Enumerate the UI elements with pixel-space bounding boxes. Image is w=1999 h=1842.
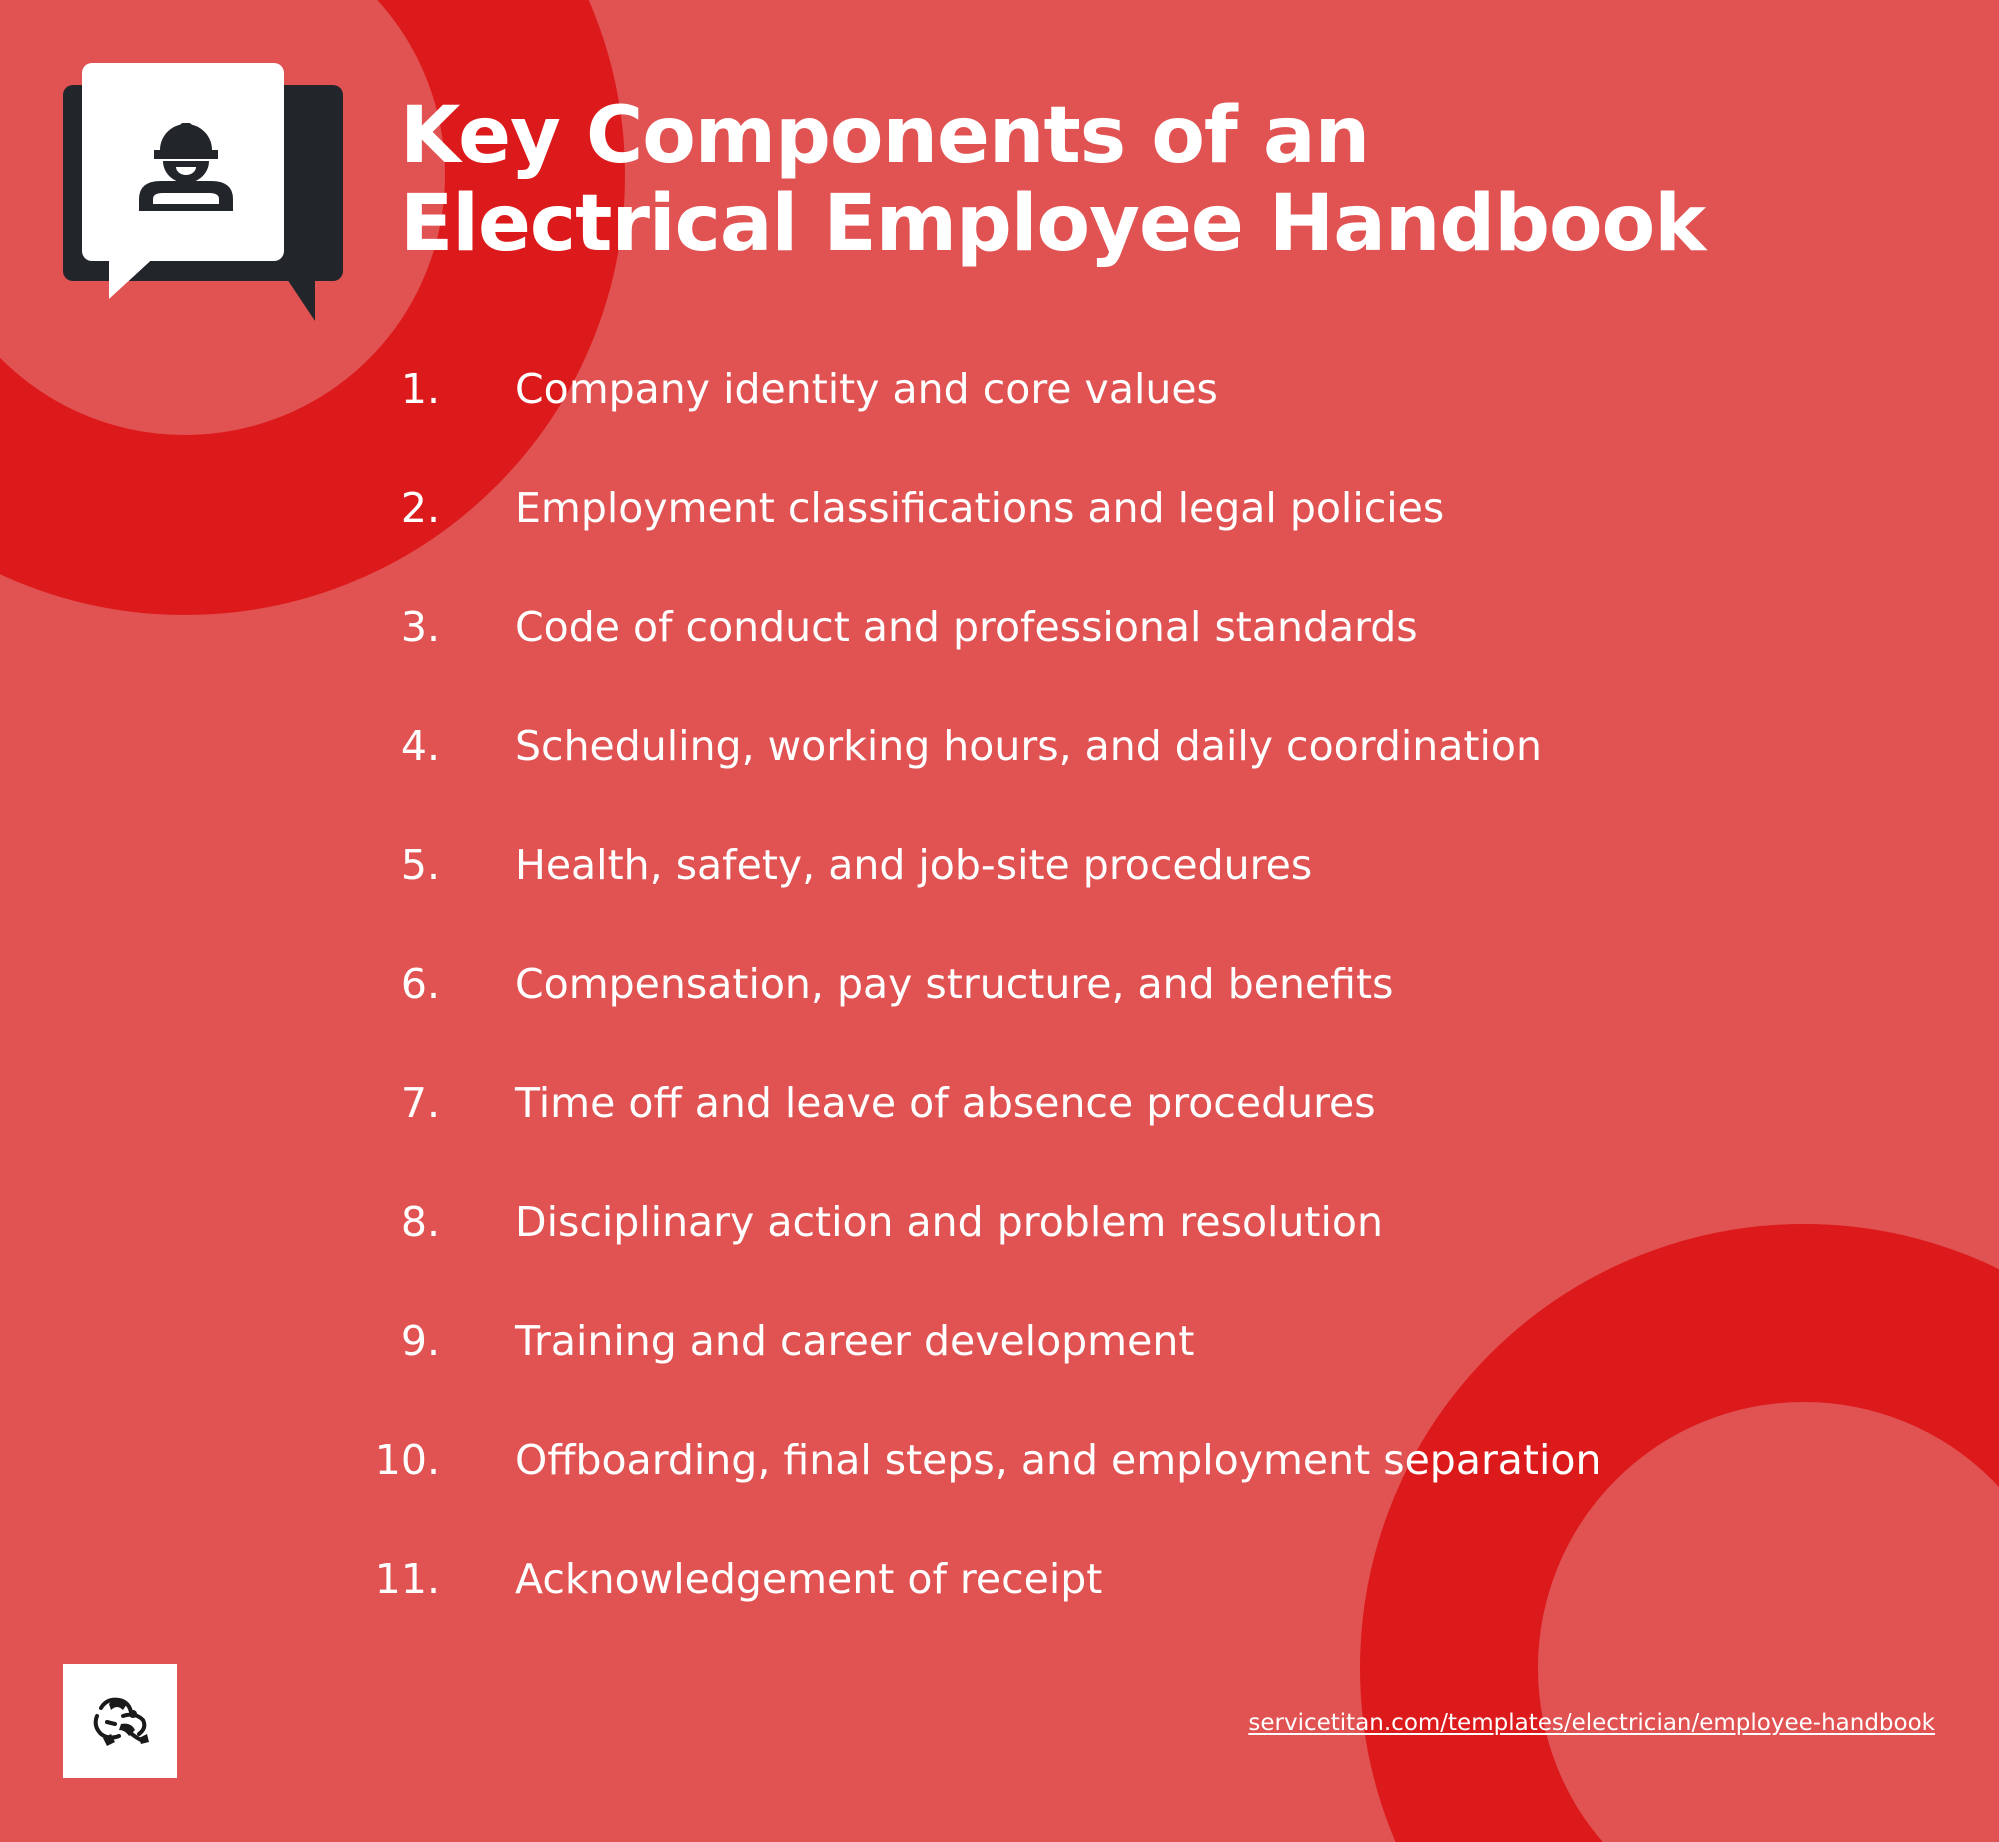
item-text: Health, safety, and job-site procedures — [515, 841, 1313, 889]
servicetitan-logo-icon — [63, 1664, 177, 1778]
source-url-link[interactable]: servicetitan.com/templates/electrician/employee-handbook — [1248, 1710, 1935, 1736]
item-text: Offboarding, final steps, and employment separation — [515, 1436, 1602, 1484]
item-text: Disciplinary action and problem resolution — [515, 1198, 1383, 1246]
list-item — [360, 834, 1920, 953]
item-number: 6. — [400, 960, 440, 1008]
title-line-1: Key Components of an — [400, 91, 1370, 181]
item-text: Employment classifications and legal policies — [515, 484, 1445, 532]
list-item — [360, 1191, 1920, 1310]
list-item — [360, 1548, 1920, 1667]
item-number: 10. — [374, 1436, 440, 1484]
item-text: Scheduling, working hours, and daily coordination — [515, 722, 1542, 770]
item-number: 4. — [400, 722, 440, 770]
item-number: 9. — [400, 1317, 440, 1365]
item-number: 7. — [400, 1079, 440, 1127]
item-number: 2. — [400, 484, 440, 532]
item-text: Time off and leave of absence procedures — [515, 1079, 1376, 1127]
list-item — [360, 715, 1920, 834]
item-text: Code of conduct and professional standards — [515, 603, 1418, 651]
list-item — [360, 1429, 1920, 1548]
list-item — [360, 477, 1920, 596]
list-item — [360, 358, 1920, 477]
item-number: 3. — [400, 603, 440, 651]
list-item — [360, 596, 1920, 715]
item-text: Acknowledgement of receipt — [515, 1555, 1103, 1603]
page-title — [400, 92, 1960, 268]
item-number: 1. — [400, 365, 440, 413]
electrician-hardhat-chat-icon — [63, 63, 346, 323]
list-item — [360, 1310, 1920, 1429]
list-item — [360, 1072, 1920, 1191]
item-number: 8. — [400, 1198, 440, 1246]
item-text: Company identity and core values — [515, 365, 1218, 413]
title-line-2: Electrical Employee Handbook — [400, 179, 1706, 269]
item-text: Compensation, pay structure, and benefits — [515, 960, 1394, 1008]
item-number: 11. — [374, 1555, 440, 1603]
item-number: 5. — [400, 841, 440, 889]
item-text: Training and career development — [515, 1317, 1195, 1365]
list-item — [360, 953, 1920, 1072]
components-list — [360, 358, 1920, 1667]
